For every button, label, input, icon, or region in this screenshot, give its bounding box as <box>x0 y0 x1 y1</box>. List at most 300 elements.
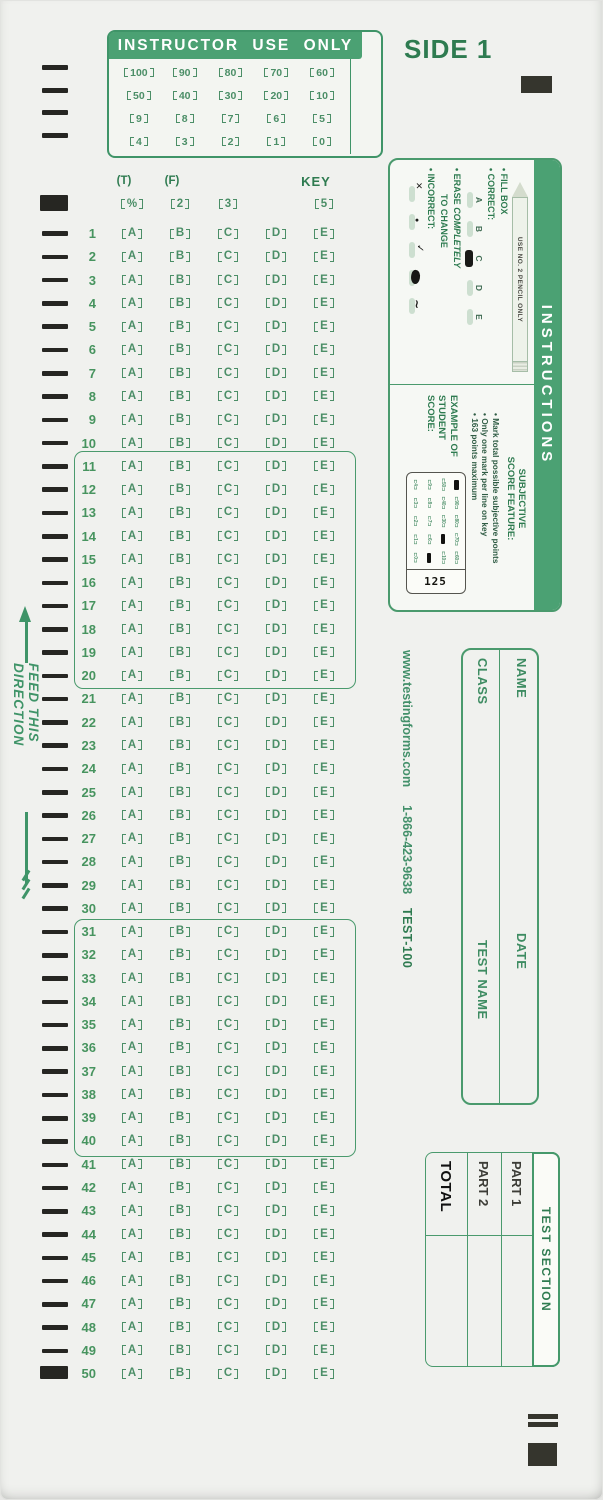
bubble-A[interactable]: A <box>122 1182 142 1193</box>
bubble-B[interactable]: B <box>170 251 190 262</box>
bubble-E[interactable]: E <box>314 1205 334 1216</box>
bubble-C[interactable]: C <box>218 787 238 798</box>
bubble-A[interactable]: A <box>122 1019 142 1030</box>
bubble-C[interactable]: C <box>218 856 238 867</box>
bubble-C[interactable]: C <box>218 1345 238 1356</box>
bubble-C[interactable]: C <box>218 996 238 1007</box>
bubble-C[interactable]: C <box>218 577 238 588</box>
bubble-E[interactable]: E <box>314 1019 334 1030</box>
bubble-A[interactable]: A <box>122 1229 142 1240</box>
bubble-C[interactable]: C <box>218 1322 238 1333</box>
bubble-C[interactable]: C <box>218 717 238 728</box>
bubble-B[interactable]: B <box>170 1089 190 1100</box>
bubble-2[interactable]: 2 <box>171 199 189 210</box>
bubble-E[interactable]: E <box>314 321 334 332</box>
answer-cell <box>252 1322 300 1333</box>
bubble-D[interactable]: D <box>266 717 286 728</box>
bubble-B[interactable]: B <box>170 693 190 704</box>
bubble-B[interactable]: B <box>170 554 190 565</box>
bubble-C[interactable]: C <box>218 1298 238 1309</box>
bubble-B[interactable]: B <box>170 1135 190 1146</box>
bubble-E[interactable]: E <box>314 298 334 309</box>
bubble-D[interactable]: D <box>266 763 286 774</box>
bubble-%[interactable]: % <box>121 199 143 210</box>
bubble-100[interactable]: 100 <box>124 68 154 78</box>
bubble-D[interactable]: D <box>266 251 286 262</box>
bubble-E[interactable]: E <box>314 1135 334 1146</box>
bubble-D[interactable]: D <box>266 344 286 355</box>
bubble-A[interactable]: A <box>122 1345 142 1356</box>
bubble-A[interactable]: A <box>122 251 142 262</box>
bubble-10[interactable]: 10 <box>310 91 334 101</box>
check-mark-icon: ✓ <box>414 244 426 253</box>
bubble-D[interactable]: D <box>266 461 286 472</box>
bubble-A[interactable]: A <box>122 856 142 867</box>
bubble-D[interactable]: D <box>266 391 286 402</box>
bubble-B[interactable]: B <box>170 647 190 658</box>
bubble-C[interactable]: C <box>218 926 238 937</box>
bubble-C[interactable]: C <box>218 275 238 286</box>
bubble-C[interactable]: C <box>218 1205 238 1216</box>
bubble-A[interactable]: A <box>122 1159 142 1170</box>
answer-row-2 <box>70 245 360 268</box>
bubble-C[interactable]: C <box>218 1042 238 1053</box>
bubble-1[interactable]: 1 <box>267 137 285 147</box>
test-name-field[interactable] <box>461 940 500 1105</box>
bubble-C[interactable]: C <box>218 344 238 355</box>
bubble-70[interactable]: 70 <box>264 68 288 78</box>
bubble-A[interactable]: A <box>122 438 142 449</box>
bubble-2[interactable]: 2 <box>222 137 240 147</box>
bubble-D[interactable]: D <box>266 531 286 542</box>
bubble-A[interactable]: A <box>122 275 142 286</box>
bubble-5[interactable]: 5 <box>313 114 331 124</box>
bubble-C[interactable]: C <box>218 670 238 681</box>
class-field[interactable] <box>461 648 500 940</box>
bubble-B[interactable]: B <box>170 321 190 332</box>
bubble-B[interactable]: B <box>170 856 190 867</box>
bubble-D[interactable]: D <box>266 1019 286 1030</box>
bubble-A[interactable]: A <box>122 973 142 984</box>
bubble-C[interactable]: C <box>218 903 238 914</box>
question-number: 47 <box>81 1296 96 1312</box>
bubble-6[interactable]: 6 <box>267 114 285 124</box>
bubble-D[interactable]: D <box>266 926 286 937</box>
bubble-E[interactable]: E <box>314 624 334 635</box>
bubble-A[interactable]: A <box>122 1275 142 1286</box>
bubble-B[interactable]: B <box>170 787 190 798</box>
bubble-A[interactable]: A <box>122 763 142 774</box>
bubble-C[interactable]: C <box>218 1159 238 1170</box>
empty-bubble-example <box>467 309 473 325</box>
bubble-B[interactable]: B <box>170 1182 190 1193</box>
bubble-B[interactable]: B <box>170 1229 190 1240</box>
bubble-A[interactable]: A <box>122 949 142 960</box>
bubble-E[interactable]: E <box>314 949 334 960</box>
bubble-D[interactable]: D <box>266 810 286 821</box>
bubble-B[interactable]: B <box>170 461 190 472</box>
bubble-D[interactable]: D <box>266 833 286 844</box>
bubble-A[interactable]: A <box>122 507 142 518</box>
bubble-A[interactable]: A <box>122 1368 142 1379</box>
bubble-8[interactable]: 8 <box>176 114 194 124</box>
bubble-B[interactable]: B <box>170 600 190 611</box>
bubble-B[interactable]: B <box>170 438 190 449</box>
bubble-D[interactable]: D <box>266 1042 286 1053</box>
answer-cell <box>300 298 348 309</box>
bubble-C[interactable]: C <box>218 949 238 960</box>
bubble-E[interactable]: E <box>314 391 334 402</box>
bubble-D[interactable]: D <box>266 507 286 518</box>
bubble-D[interactable]: D <box>266 1182 286 1193</box>
bubble-D[interactable]: D <box>266 787 286 798</box>
bubble-C[interactable]: C <box>218 973 238 984</box>
bubble-E[interactable]: E <box>314 973 334 984</box>
bubble-E[interactable]: E <box>314 275 334 286</box>
bubble-A[interactable]: A <box>122 926 142 937</box>
bubble-C[interactable]: C <box>218 1066 238 1077</box>
part2-score-cell[interactable] <box>467 1236 501 1367</box>
bubble-D[interactable]: D <box>266 880 286 891</box>
bubble-3[interactable]: 3 <box>176 137 194 147</box>
bubble-A[interactable]: A <box>122 368 142 379</box>
bubble-A[interactable]: A <box>122 298 142 309</box>
bubble-D[interactable]: D <box>266 1089 286 1100</box>
bubble-90[interactable]: 90 <box>173 68 197 78</box>
bubble-C[interactable]: C <box>218 391 238 402</box>
bubble-A[interactable]: A <box>122 787 142 798</box>
bubble-C[interactable]: C <box>218 507 238 518</box>
bubble-B[interactable]: B <box>170 810 190 821</box>
bubble-E[interactable]: E <box>314 554 334 565</box>
bubble-B[interactable]: B <box>170 1159 190 1170</box>
bubble-A[interactable]: A <box>122 554 142 565</box>
bubble-7[interactable]: 7 <box>222 114 240 124</box>
bubble-D[interactable]: D <box>266 1368 286 1379</box>
bubble-B[interactable]: B <box>170 903 190 914</box>
bubble-C[interactable]: C <box>218 600 238 611</box>
bubble-30[interactable]: 30 <box>219 91 243 101</box>
bubble-E[interactable]: E <box>314 833 334 844</box>
bubble-D[interactable]: D <box>266 903 286 914</box>
bubble-E[interactable]: E <box>314 1066 334 1077</box>
part1-score-cell[interactable] <box>502 1236 532 1367</box>
bubble-C[interactable]: C <box>218 647 238 658</box>
bubble-B[interactable]: B <box>170 996 190 1007</box>
answer-cell <box>204 1159 252 1170</box>
bubble-D[interactable]: D <box>266 1275 286 1286</box>
bubble-E[interactable]: E <box>314 600 334 611</box>
bubble-A[interactable]: A <box>122 880 142 891</box>
bubble-A[interactable]: A <box>122 647 142 658</box>
bubble-D[interactable]: D <box>266 624 286 635</box>
bubble-E[interactable]: E <box>314 1229 334 1240</box>
bubble-A[interactable]: A <box>122 1112 142 1123</box>
bubble-B[interactable]: B <box>170 1345 190 1356</box>
bubble-E[interactable]: E <box>314 344 334 355</box>
bubble-D[interactable]: D <box>266 856 286 867</box>
total-score-cell[interactable] <box>425 1236 467 1367</box>
bubble-D[interactable]: D <box>266 1322 286 1333</box>
bubble-C[interactable]: C <box>218 763 238 774</box>
mini-bubble-20 <box>439 531 446 548</box>
bubble-E[interactable]: E <box>314 647 334 658</box>
bubble-C[interactable]: C <box>218 438 238 449</box>
bubble-B[interactable]: B <box>170 740 190 751</box>
bubble-D[interactable]: D <box>266 1345 286 1356</box>
bubble-A[interactable]: A <box>122 1205 142 1216</box>
bubble-B[interactable]: B <box>170 1019 190 1030</box>
bubble-B[interactable]: B <box>170 1275 190 1286</box>
bubble-B[interactable]: B <box>170 391 190 402</box>
bubble-C[interactable]: C <box>218 321 238 332</box>
bubble-D[interactable]: D <box>266 1135 286 1146</box>
bubble-E[interactable]: E <box>314 903 334 914</box>
bubble-B[interactable]: B <box>170 507 190 518</box>
bubble-E[interactable]: E <box>314 856 334 867</box>
bubble-B[interactable]: B <box>170 1042 190 1053</box>
bubble-A[interactable]: A <box>122 996 142 1007</box>
fill-box-instruction: • FILL BOX <box>499 168 509 215</box>
timing-mark <box>42 88 68 93</box>
bubble-D[interactable]: D <box>266 368 286 379</box>
bubble-D[interactable]: D <box>266 949 286 960</box>
bubble-D[interactable]: D <box>266 275 286 286</box>
bubble-B[interactable]: B <box>170 949 190 960</box>
bubble-B[interactable]: B <box>170 880 190 891</box>
mini-bubble-50: ⊏50⊐ <box>439 478 446 491</box>
bubble-A[interactable]: A <box>122 810 142 821</box>
bubble-A[interactable]: A <box>122 693 142 704</box>
bubble-C[interactable]: C <box>218 1019 238 1030</box>
bubble-B[interactable]: B <box>170 926 190 937</box>
bubble-E[interactable]: E <box>314 1345 334 1356</box>
bubble-A[interactable]: A <box>122 1089 142 1100</box>
bubble-C[interactable]: C <box>218 554 238 565</box>
bubble-E[interactable]: E <box>314 693 334 704</box>
bubble-C[interactable]: C <box>218 833 238 844</box>
bubble-C[interactable]: C <box>218 414 238 425</box>
bubble-A[interactable]: A <box>122 531 142 542</box>
bubble-B[interactable]: B <box>170 1322 190 1333</box>
bubble-E[interactable]: E <box>314 577 334 588</box>
bubble-D[interactable]: D <box>266 973 286 984</box>
bubble-D[interactable]: D <box>266 996 286 1007</box>
bubble-B[interactable]: B <box>170 368 190 379</box>
bubble-D[interactable]: D <box>266 693 286 704</box>
bubble-9[interactable]: 9 <box>130 114 148 124</box>
bubble-A[interactable]: A <box>122 1135 142 1146</box>
bubble-E[interactable]: E <box>314 1042 334 1053</box>
bubble-C[interactable]: C <box>218 484 238 495</box>
bubble-D[interactable]: D <box>266 1112 286 1123</box>
bubble-E[interactable]: E <box>314 1275 334 1286</box>
x-mark-icon: ✕ <box>414 182 425 190</box>
bubble-D[interactable]: D <box>266 670 286 681</box>
bubble-B[interactable]: B <box>170 531 190 542</box>
bubble-D[interactable]: D <box>266 228 286 239</box>
bubble-A[interactable]: A <box>122 670 142 681</box>
bubble-E[interactable]: E <box>314 1159 334 1170</box>
bubble-E[interactable]: E <box>314 1322 334 1333</box>
bubble-D[interactable]: D <box>266 1252 286 1263</box>
bubble-50[interactable]: 50 <box>127 91 151 101</box>
bubble-E[interactable]: E <box>314 228 334 239</box>
bubble-A[interactable]: A <box>122 461 142 472</box>
bubble-D[interactable]: D <box>266 1066 286 1077</box>
bubble-C[interactable]: C <box>218 251 238 262</box>
bubble-E[interactable]: E <box>314 670 334 681</box>
bubble-C[interactable]: C <box>218 810 238 821</box>
bubble-E[interactable]: E <box>314 996 334 1007</box>
bubble-A[interactable]: A <box>122 1252 142 1263</box>
bubble-A[interactable]: A <box>122 577 142 588</box>
bubble-A[interactable]: A <box>122 344 142 355</box>
bubble-E[interactable]: E <box>314 717 334 728</box>
bubble-B[interactable]: B <box>170 973 190 984</box>
bubble-D[interactable]: D <box>266 298 286 309</box>
bubble-E[interactable]: E <box>314 251 334 262</box>
bubble-A[interactable]: A <box>122 391 142 402</box>
bubble-B[interactable]: B <box>170 763 190 774</box>
bubble-E[interactable]: E <box>314 484 334 495</box>
bubble-B[interactable]: B <box>170 414 190 425</box>
bubble-B[interactable]: B <box>170 1066 190 1077</box>
bubble-B[interactable]: B <box>170 717 190 728</box>
bubble-20[interactable]: 20 <box>264 91 288 101</box>
bubble-E[interactable]: E <box>314 368 334 379</box>
bubble-D[interactable]: D <box>266 438 286 449</box>
bubble-80[interactable]: 80 <box>219 68 243 78</box>
bubble-E[interactable]: E <box>314 1252 334 1263</box>
question-number: 39 <box>81 1110 96 1126</box>
bubble-A[interactable]: A <box>122 1066 142 1077</box>
bubble-A[interactable]: A <box>122 833 142 844</box>
bubble-E[interactable]: E <box>314 507 334 518</box>
bubble-A[interactable]: A <box>122 903 142 914</box>
question-number: 8 <box>88 388 96 404</box>
bubble-A[interactable]: A <box>122 228 142 239</box>
bubble-C[interactable]: C <box>218 368 238 379</box>
bubble-C[interactable]: C <box>218 740 238 751</box>
bubble-A[interactable]: A <box>122 1298 142 1309</box>
bubble-E[interactable]: E <box>314 880 334 891</box>
bubble-A[interactable]: A <box>122 321 142 332</box>
bubble-C[interactable]: C <box>218 1252 238 1263</box>
bubble-D[interactable]: D <box>266 554 286 565</box>
bubble-B[interactable]: B <box>170 1205 190 1216</box>
bubble-A[interactable]: A <box>122 484 142 495</box>
bubble-A[interactable]: A <box>122 600 142 611</box>
bubble-B[interactable]: B <box>170 484 190 495</box>
bubble-60[interactable]: 60 <box>310 68 334 78</box>
bubble-C[interactable]: C <box>218 1275 238 1286</box>
bubble-E[interactable]: E <box>314 1368 334 1379</box>
bubble-C[interactable]: C <box>218 531 238 542</box>
bubble-D[interactable]: D <box>266 321 286 332</box>
bubble-C[interactable]: C <box>218 1229 238 1240</box>
bubble-E[interactable]: E <box>314 414 334 425</box>
bubble-E[interactable]: E <box>314 1112 334 1123</box>
bubble-B[interactable]: B <box>170 624 190 635</box>
bubble-E[interactable]: E <box>314 1089 334 1100</box>
bubble-B[interactable]: B <box>170 298 190 309</box>
bubble-B[interactable]: B <box>170 1298 190 1309</box>
bubble-B[interactable]: B <box>170 833 190 844</box>
bubble-D[interactable]: D <box>266 414 286 425</box>
bubble-C[interactable]: C <box>218 1112 238 1123</box>
bubble-C[interactable]: C <box>218 1135 238 1146</box>
bubble-B[interactable]: B <box>170 344 190 355</box>
bubble-B[interactable]: B <box>170 1252 190 1263</box>
bubble-D[interactable]: D <box>266 600 286 611</box>
bubble-A[interactable]: A <box>122 740 142 751</box>
name-field[interactable] <box>500 648 539 933</box>
date-field[interactable] <box>500 933 539 1105</box>
bubble-D[interactable]: D <box>266 1205 286 1216</box>
bubble-A[interactable]: A <box>122 1042 142 1053</box>
bubble-D[interactable]: D <box>266 1298 286 1309</box>
bubble-C[interactable]: C <box>218 880 238 891</box>
bubble-D[interactable]: D <box>266 577 286 588</box>
bubble-B[interactable]: B <box>170 228 190 239</box>
subjective-bullet: • 163 points maximum <box>469 413 480 612</box>
answer-cell <box>156 1159 204 1170</box>
bubble-D[interactable]: D <box>266 1229 286 1240</box>
bubble-E[interactable]: E <box>314 461 334 472</box>
bubble-40[interactable]: 40 <box>173 91 197 101</box>
bubble-A[interactable]: A <box>122 1322 142 1333</box>
bubble-C[interactable]: C <box>218 298 238 309</box>
bubble-C[interactable]: C <box>218 1182 238 1193</box>
bubble-C[interactable]: C <box>218 1089 238 1100</box>
bubble-4[interactable]: 4 <box>130 137 148 147</box>
bubble-D[interactable]: D <box>266 1159 286 1170</box>
bubble-E[interactable]: E <box>314 787 334 798</box>
bubble-C[interactable]: C <box>218 1368 238 1379</box>
bubble-E[interactable]: E <box>314 763 334 774</box>
bubble-A[interactable]: A <box>122 717 142 728</box>
bubble-E[interactable]: E <box>314 438 334 449</box>
bubble-A[interactable]: A <box>122 414 142 425</box>
bubble-A[interactable]: A <box>122 624 142 635</box>
bubble-C[interactable]: C <box>218 228 238 239</box>
answer-cell <box>156 1205 204 1216</box>
bubble-C[interactable]: C <box>218 624 238 635</box>
bubble-B[interactable]: B <box>170 670 190 681</box>
bubble-0[interactable]: 0 <box>313 137 331 147</box>
bubble-E[interactable]: E <box>314 531 334 542</box>
bubble-B[interactable]: B <box>170 1368 190 1379</box>
bubble-D[interactable]: D <box>266 484 286 495</box>
bubble-D[interactable]: D <box>266 647 286 658</box>
bubble-C[interactable]: C <box>218 693 238 704</box>
bubble-B[interactable]: B <box>170 1112 190 1123</box>
bubble-E[interactable]: E <box>314 926 334 937</box>
bubble-C[interactable]: C <box>218 461 238 472</box>
bubble-E[interactable]: E <box>314 1298 334 1309</box>
bubble-5[interactable]: 5 <box>315 199 333 210</box>
bubble-D[interactable]: D <box>266 740 286 751</box>
bubble-E[interactable]: E <box>314 1182 334 1193</box>
bubble-B[interactable]: B <box>170 577 190 588</box>
bubble-E[interactable]: E <box>314 740 334 751</box>
answer-cell <box>300 1182 348 1193</box>
correct-demo-E <box>465 309 484 325</box>
bubble-E[interactable]: E <box>314 810 334 821</box>
bubble-3[interactable]: 3 <box>219 199 237 210</box>
bubble-B[interactable]: B <box>170 275 190 286</box>
